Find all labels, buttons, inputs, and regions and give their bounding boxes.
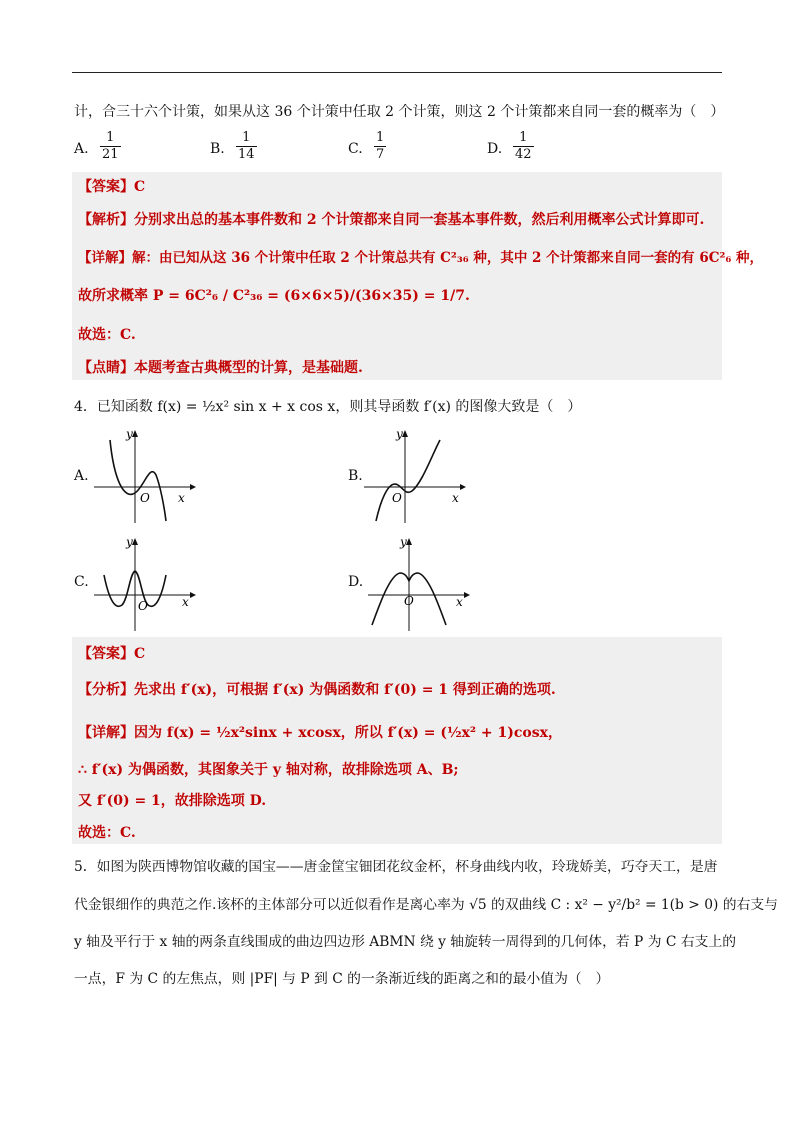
origin-label: O	[140, 491, 150, 505]
origin-label: O	[404, 594, 414, 608]
q4-analysis: 【分析】先求出 f′(x)，可根据 f′(x) 为偶函数和 f′(0) = 1 得到正确的选项.	[78, 682, 556, 698]
header-rule	[72, 72, 722, 73]
fraction-numerator: 1	[242, 130, 251, 145]
option-fraction	[374, 130, 386, 163]
graph-d[interactable]	[366, 533, 476, 633]
q3-formula: 故所求概率 P = 6C²₆ / C²₃₆ = (6×6×5)/(36×35) = 1/7.	[78, 288, 470, 304]
option-label: A.	[74, 141, 89, 157]
graph-a[interactable]	[92, 425, 202, 525]
fraction-denominator: 7	[376, 147, 385, 162]
origin-label: O	[392, 491, 402, 505]
graph-b-label: B.	[348, 468, 363, 484]
fraction-denominator: 42	[515, 147, 532, 162]
q5-line1: 5．如图为陕西博物馆收藏的国宝——唐金筐宝钿团花纹金杯，杯身曲线内收，玲珑娇美，巧夺天工，是唐	[74, 859, 718, 875]
q3-choose: 故选：C.	[78, 327, 136, 343]
q4-line3: 又 f′(0) = 1，故排除选项 D.	[78, 793, 267, 809]
q3-solution-box	[72, 172, 722, 380]
q4-detail: 【详解】因为 f(x) = ½x²sinx + xcosx，所以 f′(x) = (½x² + 1)cosx，	[78, 725, 562, 741]
option-fraction	[100, 130, 121, 163]
q5-line3: y 轴及平行于 x 轴的两条直线围成的曲边四边形 ABMN 绕 y 轴旋转一周得到的几何体，若 P 为 C 右支上的	[74, 934, 737, 950]
graph-c[interactable]	[92, 533, 202, 633]
graph-a-label: A.	[74, 468, 89, 484]
q3-answer: 【答案】C	[78, 179, 146, 195]
axis-x-label: x	[178, 491, 185, 505]
axis-y-label: y	[126, 427, 133, 441]
option-fraction	[513, 130, 534, 163]
option-label: D.	[487, 141, 503, 157]
q5-line4: 一点，F 为 C 的左焦点，则 |PF| 与 P 到 C 的一条渐近线的距离之和的最小值为（ ）	[74, 971, 610, 987]
q4-line2: ∴ f′(x) 为偶函数，其图象关于 y 轴对称，故排除选项 A、B;	[78, 762, 459, 778]
axis-y-label: y	[396, 427, 403, 441]
q3-detail: 【详解】解：由已知从这 36 个计策中任取 2 个计策总共有 C²₃₆ 种，其中 2 个计策都来自同一套的有 6C²₆ 种，	[78, 250, 764, 266]
origin-label: O	[138, 599, 148, 613]
graph-d-label: D.	[348, 574, 364, 590]
fraction-numerator: 1	[106, 130, 115, 145]
q3-options	[74, 130, 714, 170]
axis-y-label: y	[126, 535, 133, 549]
option-label: C.	[348, 141, 363, 157]
q4-stem: 4．已知函数 f(x) = ½x² sin x + x cos x，则其导函数 f′(x) 的图像大致是（ ）	[74, 399, 582, 415]
axis-x-label: x	[456, 595, 463, 609]
fraction-denominator: 21	[102, 147, 119, 162]
fraction-numerator: 1	[519, 130, 528, 145]
axis-x-label: x	[452, 491, 459, 505]
q5-line2: 代金银细作的典范之作.该杯的主体部分可以近似看作是离心率为 √5 的双曲线 C : x² − y²/b² = 1(b > 0) 的右支与	[74, 897, 778, 913]
fraction-numerator: 1	[376, 130, 385, 145]
graph-c-label: C.	[74, 574, 89, 590]
q4-answer: 【答案】C	[78, 646, 146, 662]
q3-comment: 【点睛】本题考查古典概型的计算，是基础题.	[78, 360, 363, 376]
axis-y-label: y	[400, 535, 407, 549]
q3-analysis: 【解析】分别求出总的基本事件数和 2 个计策都来自同一套基本事件数，然后利用概率公式计算即可.	[78, 212, 705, 228]
q4-choose: 故选：C.	[78, 825, 136, 841]
option-label: B.	[210, 141, 225, 157]
option-fraction	[236, 130, 257, 163]
fraction-denominator: 14	[238, 147, 255, 162]
q3-stem-tail: 计，合三十六个计策，如果从这 36 个计策中任取 2 个计策，则这 2 个计策都来自同一套的概率为（ ）	[74, 104, 725, 120]
axis-x-label: x	[182, 595, 189, 609]
graph-b[interactable]	[362, 425, 472, 525]
